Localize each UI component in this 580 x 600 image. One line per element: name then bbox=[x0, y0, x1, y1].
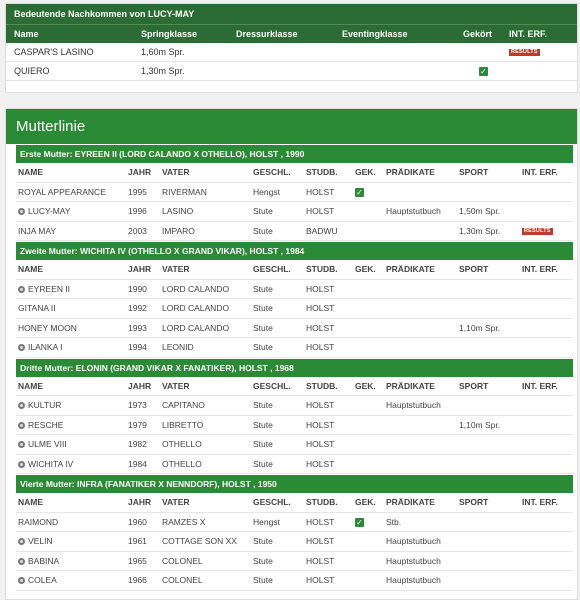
vater-link[interactable]: LEONID bbox=[162, 342, 194, 352]
vater-link[interactable]: COLONEL bbox=[162, 575, 203, 585]
horse-name-link[interactable]: KULTUR bbox=[28, 400, 62, 410]
mutterlinie-title: Mutterlinie bbox=[6, 109, 577, 144]
col-name: NAME bbox=[18, 167, 44, 177]
col-studb: STUDB. bbox=[306, 167, 338, 177]
col-studb: STUDB. bbox=[306, 264, 338, 274]
col-gek: GEK. bbox=[355, 264, 376, 274]
geschlecht-value: Stute bbox=[253, 303, 273, 313]
column-header bbox=[16, 377, 573, 397]
globe-icon bbox=[18, 538, 25, 545]
vater-link[interactable]: LORD CALANDO bbox=[162, 303, 230, 313]
vater-link[interactable]: LORD CALANDO bbox=[162, 322, 230, 333]
horse-name-link[interactable]: ULME VIII bbox=[28, 439, 67, 449]
nachkommen-title: Bedeutende Nachkommen von LUCY-MAY bbox=[6, 4, 577, 24]
jahr-value: 1990 bbox=[128, 283, 147, 294]
horse-name-link[interactable]: WICHITA IV bbox=[28, 458, 74, 469]
table-row bbox=[16, 338, 573, 358]
studbuch-value: HOLST bbox=[306, 516, 335, 527]
int-erf-cell bbox=[509, 43, 540, 62]
name-cell bbox=[18, 416, 63, 436]
col-springklasse: Springklasse bbox=[141, 29, 198, 39]
jahr-value: 1984 bbox=[128, 458, 147, 469]
studbuch-value: HOLST bbox=[306, 342, 335, 352]
horse-name-link[interactable]: GITANA II bbox=[18, 303, 56, 313]
table-row bbox=[16, 183, 573, 203]
geschlecht-value: Stute bbox=[253, 575, 273, 585]
column-header bbox=[16, 260, 573, 280]
results-button[interactable]: RESULTS bbox=[511, 49, 538, 56]
col-geschl: GESCHL. bbox=[253, 380, 291, 391]
col-gek: GEK. bbox=[355, 167, 376, 177]
col-sport: SPORT bbox=[459, 497, 489, 507]
vater-link[interactable]: LASINO bbox=[162, 206, 194, 216]
checkbox-checked-icon: ✓ bbox=[480, 67, 487, 77]
col-geschl: GESCHL. bbox=[253, 497, 291, 507]
name-cell bbox=[18, 222, 56, 242]
col-gekoert: Gekört bbox=[463, 29, 493, 39]
globe-icon bbox=[18, 208, 25, 215]
globe-icon bbox=[18, 441, 25, 448]
geschlecht-value: Stute bbox=[253, 536, 273, 546]
studbuch-value: HOLST bbox=[306, 536, 335, 546]
horse-name-link[interactable]: QUIERO bbox=[14, 66, 50, 76]
column-header bbox=[16, 493, 573, 513]
geschlecht-value: Stute bbox=[253, 225, 273, 236]
sport-value: 1,30m Spr. bbox=[459, 225, 501, 236]
vater-link[interactable]: LORD CALANDO bbox=[162, 283, 230, 294]
table-row bbox=[16, 416, 573, 436]
gekoert-cell bbox=[355, 513, 364, 533]
col-interf: INT. ERF. bbox=[522, 264, 558, 274]
studbuch-value: BADWU bbox=[306, 225, 338, 236]
table-row bbox=[16, 202, 573, 222]
checkbox-checked-icon: ✓ bbox=[356, 187, 363, 197]
horse-name-link[interactable]: BABINA bbox=[28, 555, 60, 566]
geschlecht-value: Stute bbox=[253, 419, 273, 430]
col-studb: STUDB. bbox=[306, 497, 338, 507]
globe-icon bbox=[18, 286, 25, 293]
name-cell bbox=[18, 532, 53, 552]
horse-name-link[interactable]: COLEA bbox=[28, 575, 57, 585]
horse-name-link[interactable]: EYREEN II bbox=[28, 283, 71, 294]
table-row bbox=[16, 571, 573, 591]
jahr-value: 1965 bbox=[128, 555, 147, 566]
col-vater: VATER bbox=[162, 497, 190, 507]
mother-section bbox=[16, 475, 573, 591]
jahr-value: 1973 bbox=[128, 400, 147, 410]
sport-value: 1,10m Spr. bbox=[459, 419, 501, 430]
vater-link[interactable]: CAPITANO bbox=[162, 400, 205, 410]
name-cell bbox=[18, 571, 57, 591]
table-row bbox=[16, 396, 573, 416]
jahr-value: 1995 bbox=[128, 186, 147, 197]
col-name: NAME bbox=[18, 497, 44, 507]
globe-icon bbox=[18, 577, 25, 584]
col-dressurklasse: Dressurklasse bbox=[236, 29, 298, 39]
horse-name-link[interactable]: INJA MAY bbox=[18, 225, 57, 236]
geschlecht-value: Stute bbox=[253, 283, 273, 294]
table-row bbox=[16, 435, 573, 455]
jahr-value: 2003 bbox=[128, 225, 147, 236]
praedikate-value: Hauptstutbuch bbox=[386, 536, 441, 546]
jahr-value: 1979 bbox=[128, 419, 147, 430]
horse-name-link[interactable]: ILANKA I bbox=[28, 342, 63, 352]
section-title: Vierte Mutter: INFRA (FANATIKER X NENNDORF), HOLST , 1950 bbox=[16, 475, 573, 493]
vater-link[interactable]: RAMZES X bbox=[162, 516, 206, 527]
geschlecht-value: Stute bbox=[253, 322, 273, 333]
studbuch-value: HOLST bbox=[306, 575, 335, 585]
studbuch-value: HOLST bbox=[306, 186, 335, 197]
jahr-value: 1960 bbox=[128, 516, 147, 527]
name-cell bbox=[18, 202, 71, 222]
geschlecht-value: Stute bbox=[253, 555, 273, 566]
jahr-value: 1961 bbox=[128, 536, 147, 546]
col-interf: INT. ERF. bbox=[522, 380, 558, 391]
col-geschl: GESCHL. bbox=[253, 264, 291, 274]
horse-name-link[interactable]: RAIMOND bbox=[18, 516, 59, 527]
horse-name-link[interactable]: HONEY MOON bbox=[18, 322, 77, 333]
col-vater: VATER bbox=[162, 264, 190, 274]
results-button[interactable]: RESULTS bbox=[524, 227, 551, 234]
sport-value: 1,50m Spr. bbox=[459, 206, 501, 216]
jahr-value: 1996 bbox=[128, 206, 147, 216]
col-name: NAME bbox=[18, 264, 44, 274]
col-studb: STUDB. bbox=[306, 380, 338, 391]
geschlecht-value: Stute bbox=[253, 400, 273, 410]
globe-icon bbox=[18, 558, 25, 565]
studbuch-value: HOLST bbox=[306, 555, 335, 566]
name-cell bbox=[18, 435, 67, 455]
section-title: Zweite Mutter: WICHITA IV (OTHELLO X GRAND VIKAR), HOLST , 1984 bbox=[16, 242, 573, 260]
praedikate-value: Hauptstutbuch bbox=[386, 575, 441, 585]
horse-name-link[interactable]: CASPAR'S LASINO bbox=[14, 47, 94, 57]
col-sport: SPORT bbox=[459, 167, 489, 177]
jahr-value: 1966 bbox=[128, 575, 147, 585]
studbuch-value: HOLST bbox=[306, 206, 335, 216]
col-name: Name bbox=[14, 29, 39, 39]
col-vater: VATER bbox=[162, 380, 190, 391]
col-praed: PRÄDIKATE bbox=[386, 264, 435, 274]
globe-icon bbox=[18, 402, 25, 409]
studbuch-value: HOLST bbox=[306, 400, 335, 410]
mutterlinie-panel bbox=[5, 108, 578, 600]
vater-link[interactable]: COLONEL bbox=[162, 555, 203, 566]
geschlecht-value: Hengst bbox=[253, 186, 280, 197]
table-row bbox=[16, 222, 573, 242]
name-cell bbox=[18, 396, 61, 416]
mother-section bbox=[16, 359, 573, 475]
geschlecht-value: Stute bbox=[253, 458, 273, 469]
table-row bbox=[16, 455, 573, 475]
col-jahr: JAHR bbox=[128, 264, 152, 274]
geschlecht-value: Stute bbox=[253, 439, 273, 449]
horse-name-link[interactable]: RESCHE bbox=[28, 419, 64, 430]
studbuch-value: HOLST bbox=[306, 419, 335, 430]
col-int-erf: INT. ERF. bbox=[509, 29, 548, 39]
col-vater: VATER bbox=[162, 167, 190, 177]
sport-value: 1,10m Spr. bbox=[459, 322, 501, 333]
studbuch-value: HOLST bbox=[306, 439, 335, 449]
name-cell bbox=[18, 455, 73, 475]
horse-name-link[interactable]: VELIN bbox=[28, 536, 53, 546]
col-name: NAME bbox=[18, 380, 44, 391]
section-title: Dritte Mutter: ELONIN (GRAND VIKAR X FANATIKER), HOLST , 1968 bbox=[16, 359, 573, 377]
table-row bbox=[6, 43, 577, 62]
studbuch-value: HOLST bbox=[306, 303, 335, 313]
geschlecht-value: Hengst bbox=[253, 516, 280, 527]
table-row bbox=[16, 552, 573, 572]
praedikate-value: Hauptstutbuch bbox=[386, 400, 441, 410]
name-cell bbox=[18, 183, 106, 203]
name-cell bbox=[18, 552, 59, 572]
name-cell bbox=[18, 299, 56, 319]
geschlecht-value: Stute bbox=[253, 342, 273, 352]
geschlecht-value: Stute bbox=[253, 206, 273, 216]
table-row bbox=[16, 532, 573, 552]
vater-link[interactable]: COTTAGE SON XX bbox=[162, 536, 237, 546]
mother-section bbox=[16, 145, 573, 241]
table-row bbox=[6, 62, 577, 81]
horse-name-link[interactable]: LUCY-MAY bbox=[28, 206, 71, 216]
springklasse-value: 1,30m Spr. bbox=[141, 66, 185, 76]
globe-icon bbox=[18, 461, 25, 468]
col-interf: INT. ERF. bbox=[522, 497, 558, 507]
horse-name-link[interactable]: ROYAL APPEARANCE bbox=[18, 186, 106, 197]
studbuch-value: HOLST bbox=[306, 283, 335, 294]
col-interf: INT. ERF. bbox=[522, 167, 558, 177]
praedikate-value: Hauptstutbuch bbox=[386, 555, 441, 566]
table-row bbox=[16, 299, 573, 319]
int-erf-cell bbox=[522, 222, 553, 242]
springklasse-value: 1,60m Spr. bbox=[141, 47, 185, 57]
name-cell bbox=[18, 319, 77, 339]
name-cell bbox=[18, 513, 58, 533]
vater-link[interactable]: OTHELLO bbox=[162, 439, 202, 449]
studbuch-value: HOLST bbox=[306, 458, 335, 469]
vater-link[interactable]: OTHELLO bbox=[162, 458, 202, 469]
col-geschl: GESCHL. bbox=[253, 167, 291, 177]
nachkommen-panel bbox=[5, 3, 578, 93]
col-jahr: JAHR bbox=[128, 497, 152, 507]
checkbox-checked-icon: ✓ bbox=[356, 517, 363, 527]
name-cell bbox=[18, 280, 70, 300]
table-row bbox=[16, 319, 573, 339]
col-praed: PRÄDIKATE bbox=[386, 380, 435, 391]
table-row bbox=[16, 280, 573, 300]
table-row bbox=[16, 513, 573, 533]
col-sport: SPORT bbox=[459, 264, 489, 274]
jahr-value: 1994 bbox=[128, 342, 147, 352]
name-cell bbox=[18, 338, 63, 358]
praedikate-value: Hauptstutbuch bbox=[386, 206, 441, 216]
nachkommen-column-header bbox=[6, 24, 577, 43]
praedikate-value: Stb. bbox=[386, 516, 402, 527]
gekoert-cell bbox=[355, 183, 364, 203]
vater-link[interactable]: RIVERMAN bbox=[162, 186, 207, 197]
column-header bbox=[16, 163, 573, 183]
mother-section bbox=[16, 242, 573, 358]
col-gek: GEK. bbox=[355, 380, 376, 391]
gekoert-cell bbox=[479, 62, 488, 81]
col-sport: SPORT bbox=[459, 380, 489, 391]
globe-icon bbox=[18, 344, 25, 351]
vater-link[interactable]: LIBRETTO bbox=[162, 419, 204, 430]
jahr-value: 1982 bbox=[128, 439, 147, 449]
section-title: Erste Mutter: EYREEN II (LORD CALANDO X OTHELLO), HOLST , 1990 bbox=[16, 145, 573, 163]
jahr-value: 1992 bbox=[128, 303, 147, 313]
jahr-value: 1993 bbox=[128, 322, 147, 333]
col-jahr: JAHR bbox=[128, 380, 152, 391]
col-gek: GEK. bbox=[355, 497, 376, 507]
col-jahr: JAHR bbox=[128, 167, 152, 177]
col-praed: PRÄDIKATE bbox=[386, 167, 435, 177]
vater-link[interactable]: IMPARO bbox=[162, 225, 195, 236]
globe-icon bbox=[18, 422, 25, 429]
studbuch-value: HOLST bbox=[306, 322, 335, 333]
col-praed: PRÄDIKATE bbox=[386, 497, 435, 507]
col-eventingklasse: Eventingklasse bbox=[342, 29, 408, 39]
